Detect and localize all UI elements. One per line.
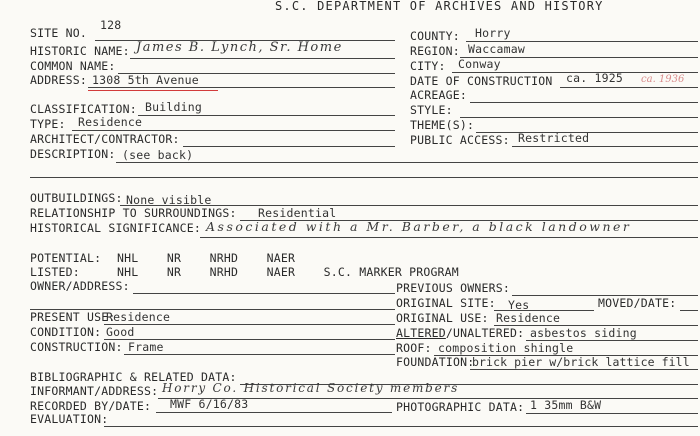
photographic-line bbox=[526, 413, 698, 414]
recorded-value: MWF 6/16/83 bbox=[170, 397, 249, 411]
historic-name-label: HISTORIC NAME: bbox=[30, 44, 130, 58]
photographic-value: 1 35mm B&W bbox=[530, 398, 602, 412]
classification-value: Building bbox=[145, 100, 202, 114]
altered-value: asbestos siding bbox=[530, 326, 637, 340]
public-access-label: PUBLIC ACCESS: bbox=[410, 133, 510, 147]
listed-options: NHL NR NRHD NAER S.C. MARKER PROGRAM bbox=[117, 265, 459, 279]
outbuildings-value: None visible bbox=[126, 193, 212, 207]
date-construction-pencil-note: ca. 1936 bbox=[641, 74, 685, 85]
public-access-value: Restricted bbox=[518, 131, 590, 145]
city-value: Conway bbox=[458, 57, 501, 71]
roof-label: ROOF: bbox=[396, 341, 432, 355]
evaluation-label: EVALUATION: bbox=[30, 412, 109, 426]
informant-value: Horry Co. Historical Society members bbox=[162, 381, 460, 395]
classification-line bbox=[138, 115, 395, 116]
owner-label: OWNER/ADDRESS: bbox=[30, 279, 130, 293]
style-line bbox=[460, 117, 698, 118]
type-label: TYPE: bbox=[30, 117, 66, 131]
foundation-value: brick pier w/brick lattice fill bbox=[472, 355, 690, 369]
previous-owners-label: PREVIOUS OWNERS: bbox=[396, 281, 510, 295]
roof-value: composition shingle bbox=[438, 341, 574, 355]
county-value: Horry bbox=[475, 26, 511, 40]
significance-label: HISTORICAL SIGNIFICANCE: bbox=[30, 221, 201, 235]
photographic-label: PHOTOGRAPHIC DATA: bbox=[396, 400, 525, 414]
foundation-line bbox=[470, 369, 698, 370]
common-name-label: COMMON NAME: bbox=[30, 59, 116, 73]
outbuildings-label: OUTBUILDINGS: bbox=[30, 191, 123, 205]
address-label: ADDRESS: bbox=[30, 73, 87, 87]
altered-label bbox=[396, 327, 524, 340]
description-value: (see back) bbox=[122, 148, 194, 162]
style-label: STYLE: bbox=[410, 103, 453, 117]
original-site-label: ORIGINAL SITE: bbox=[396, 296, 496, 310]
region-value: Waccamaw bbox=[468, 42, 525, 56]
type-value: Residence bbox=[78, 115, 143, 129]
architect-line bbox=[183, 146, 395, 147]
address-value: 1308 5th Avenue bbox=[92, 73, 199, 87]
classification-label: CLASSIFICATION: bbox=[30, 102, 137, 116]
address-red-underline bbox=[88, 90, 218, 91]
present-use-label: PRESENT USE: bbox=[30, 310, 116, 324]
altered-label-rest: /UNALTERED: bbox=[445, 326, 525, 340]
informant-label: INFORMANT/ADDRESS: bbox=[30, 384, 159, 398]
recorded-label: RECORDED BY/DATE: bbox=[30, 399, 152, 413]
date-construction-value: ca. 1925 bbox=[566, 71, 623, 85]
original-site-value: Yes bbox=[508, 298, 530, 312]
site-no-value: 128 bbox=[100, 18, 122, 32]
original-use-label: ORIGINAL USE: bbox=[396, 311, 489, 325]
altered-underlined: ALTERED bbox=[396, 326, 446, 340]
county-label: COUNTY: bbox=[410, 29, 460, 43]
historic-name-value: James B. Lynch, Sr. Home bbox=[136, 40, 343, 55]
site-no-label: SITE NO. bbox=[30, 26, 87, 40]
address-line bbox=[88, 87, 395, 88]
owner-line bbox=[133, 293, 395, 294]
condition-label: CONDITION: bbox=[30, 325, 102, 339]
public-access-line bbox=[512, 146, 698, 147]
present-use-line bbox=[104, 324, 395, 325]
relationship-label: RELATIONSHIP TO SURROUNDINGS: bbox=[30, 206, 237, 220]
potential-options: NHL NR NRHD NAER bbox=[117, 251, 296, 265]
description-line bbox=[116, 162, 698, 163]
construction-line bbox=[124, 354, 395, 355]
description-label: DESCRIPTION: bbox=[30, 147, 116, 161]
significance-line bbox=[200, 237, 698, 238]
evaluation-line bbox=[104, 426, 698, 427]
bibliographic-label: BIBLIOGRAPHIC & RELATED DATA: bbox=[30, 370, 237, 384]
city-label: CITY: bbox=[410, 59, 446, 73]
architect-label: ARCHITECT/CONTRACTOR: bbox=[30, 132, 180, 146]
condition-value: Good bbox=[106, 325, 135, 339]
listed-label: LISTED: bbox=[30, 265, 80, 279]
acreage-line bbox=[470, 102, 698, 103]
region-label: REGION: bbox=[410, 44, 460, 58]
construction-value: Frame bbox=[128, 340, 164, 354]
moved-date-label: MOVED/DATE: bbox=[598, 296, 677, 310]
date-construction-line bbox=[560, 87, 698, 88]
significance-value: Associated with a Mr. Barber, a black landowner bbox=[206, 219, 632, 234]
theme-label: THEME(S): bbox=[410, 118, 475, 132]
description-blank-line-1 bbox=[30, 177, 698, 178]
potential-label: POTENTIAL: bbox=[30, 251, 102, 265]
type-line bbox=[72, 130, 395, 131]
foundation-label: FOUNDATION: bbox=[396, 355, 475, 369]
recorded-line bbox=[156, 412, 392, 413]
original-use-value: Residence bbox=[496, 311, 561, 325]
date-construction-label: DATE OF CONSTRUCTION bbox=[410, 74, 553, 88]
department-title: S.C. DEPARTMENT OF ARCHIVES AND HISTORY bbox=[275, 0, 604, 13]
acreage-label: ACREAGE: bbox=[410, 88, 467, 102]
present-use-value: Residence bbox=[106, 310, 171, 324]
historic-name-line bbox=[130, 58, 395, 59]
relationship-value: Residential bbox=[258, 206, 337, 220]
construction-label: CONSTRUCTION: bbox=[30, 340, 123, 354]
moved-date-line bbox=[680, 310, 698, 311]
